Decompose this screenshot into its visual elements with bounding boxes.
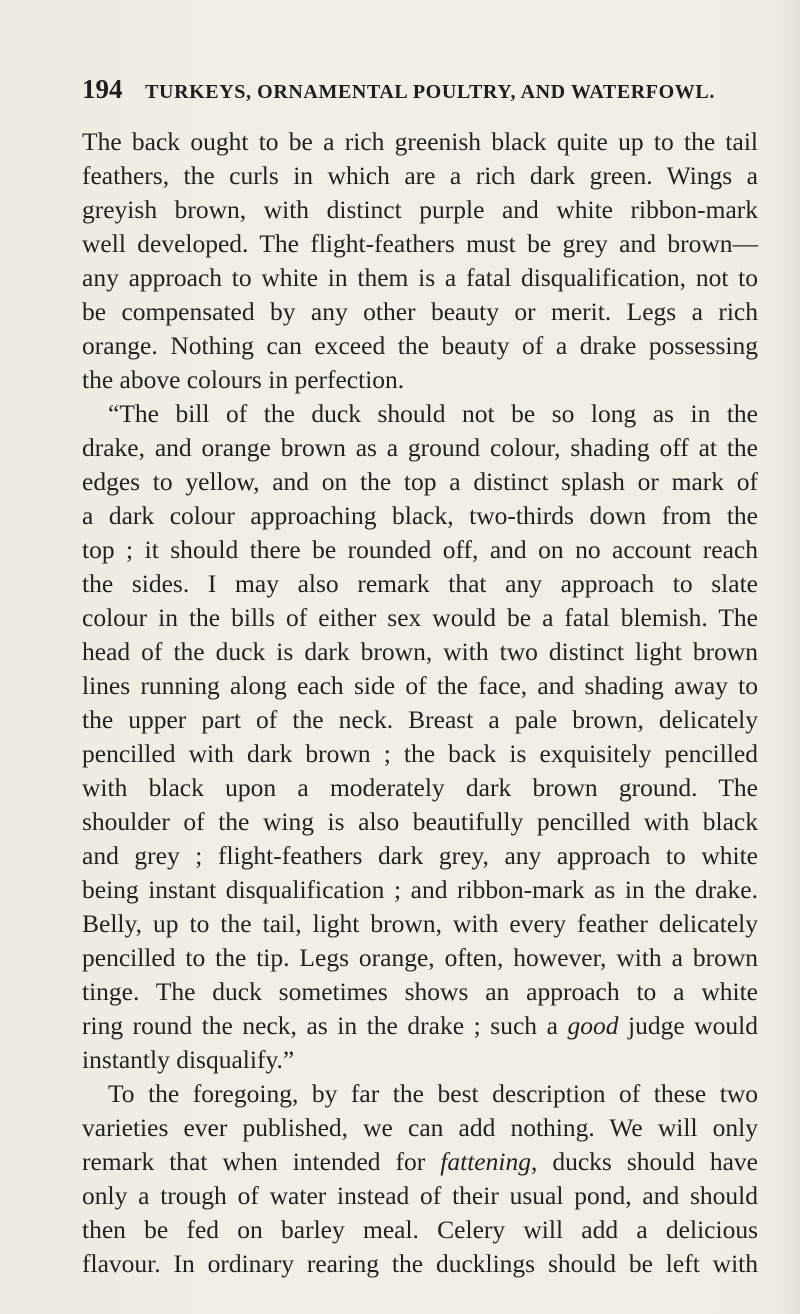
page-edge-shadow xyxy=(776,0,800,1314)
running-head: TURKEYS, ORNAMENTAL POULTRY, AND WATERFOWL. xyxy=(145,81,715,103)
text-segment: judge would xyxy=(618,1011,759,1040)
text-line: The back ought to be a rich greenish black quite up to the tail xyxy=(82,127,758,156)
text-line: pencilled with dark brown ; the back is exquisitely pencilled xyxy=(82,739,758,768)
text-line: instantly disqualify.” xyxy=(82,1045,295,1074)
text-line: To the foregoing, by far the best description of these two xyxy=(108,1079,758,1108)
text-line: Belly, up to the tail, light brown, with every feather delicately xyxy=(82,909,758,938)
page-number: 194 xyxy=(82,74,123,104)
text-line: flavour. In ordinary rearing the ducklings should be left with xyxy=(82,1249,758,1278)
text-line: pencilled to the tip. Legs orange, often, however, with a brown xyxy=(82,943,758,972)
text-line: the upper part of the neck. Breast a pale brown, delicately xyxy=(82,705,758,734)
text-line: being instant disqualification ; and ribbon-mark as in the drake. xyxy=(82,875,758,904)
text-line: tinge. The duck sometimes shows an approach to a white xyxy=(82,977,758,1006)
text-line: the above colours in perfection. xyxy=(82,365,405,394)
text-line: only a trough of water instead of their usual pond, and should xyxy=(82,1181,758,1210)
text-line: and grey ; flight-feathers dark grey, any approach to white xyxy=(82,841,758,870)
page-header xyxy=(82,74,742,105)
italic-word: good xyxy=(567,1011,619,1040)
text-line: be compensated by any other beauty or merit. Legs a rich xyxy=(82,297,758,326)
text-line: “The bill of the duck should not be so long as in the xyxy=(108,399,758,428)
text-line: orange. Nothing can exceed the beauty of a drake possessing xyxy=(82,331,758,360)
text-line: greyish brown, with distinct purple and white ribbon-mark xyxy=(82,195,758,224)
text-line: the sides. I may also remark that any approach to slate xyxy=(82,569,758,598)
text-line: with black upon a moderately dark brown ground. The xyxy=(82,773,758,802)
text-line: lines running along each side of the face, and shading away to xyxy=(82,671,758,700)
text-segment: , ducks should have xyxy=(530,1147,758,1176)
text-line: edges to yellow, and on the top a distinct splash or mark of xyxy=(82,467,758,496)
text-line-with-italic xyxy=(82,1145,758,1179)
text-line: well developed. The flight-feathers must be grey and brown— xyxy=(82,229,758,258)
text-line-with-italic xyxy=(82,1009,758,1043)
text-line: shoulder of the wing is also beautifully pencilled with black xyxy=(82,807,758,836)
text-line: head of the duck is dark brown, with two distinct light brown xyxy=(82,637,758,666)
text-line: then be fed on barley meal. Celery will add a delicious xyxy=(82,1215,758,1244)
text-line: varieties ever published, we can add nothing. We will only xyxy=(82,1113,758,1142)
text-line: feathers, the curls in which are a rich dark green. Wings a xyxy=(82,161,758,190)
text-segment: ring round the neck, as in the drake ; such a xyxy=(82,1011,558,1040)
text-segment: remark that when intended for xyxy=(82,1147,426,1176)
body-text xyxy=(82,125,758,1281)
text-line: drake, and orange brown as a ground colour, shading off at the xyxy=(82,433,758,462)
text-line: a dark colour approaching black, two-thirds down from the xyxy=(82,501,758,530)
text-line: top ; it should there be rounded off, and on no account reach xyxy=(82,535,758,564)
italic-word: fattening xyxy=(440,1147,531,1176)
text-line: colour in the bills of either sex would be a fatal blemish. The xyxy=(82,603,758,632)
text-line: any approach to white in them is a fatal disqualification, not to xyxy=(82,263,758,292)
